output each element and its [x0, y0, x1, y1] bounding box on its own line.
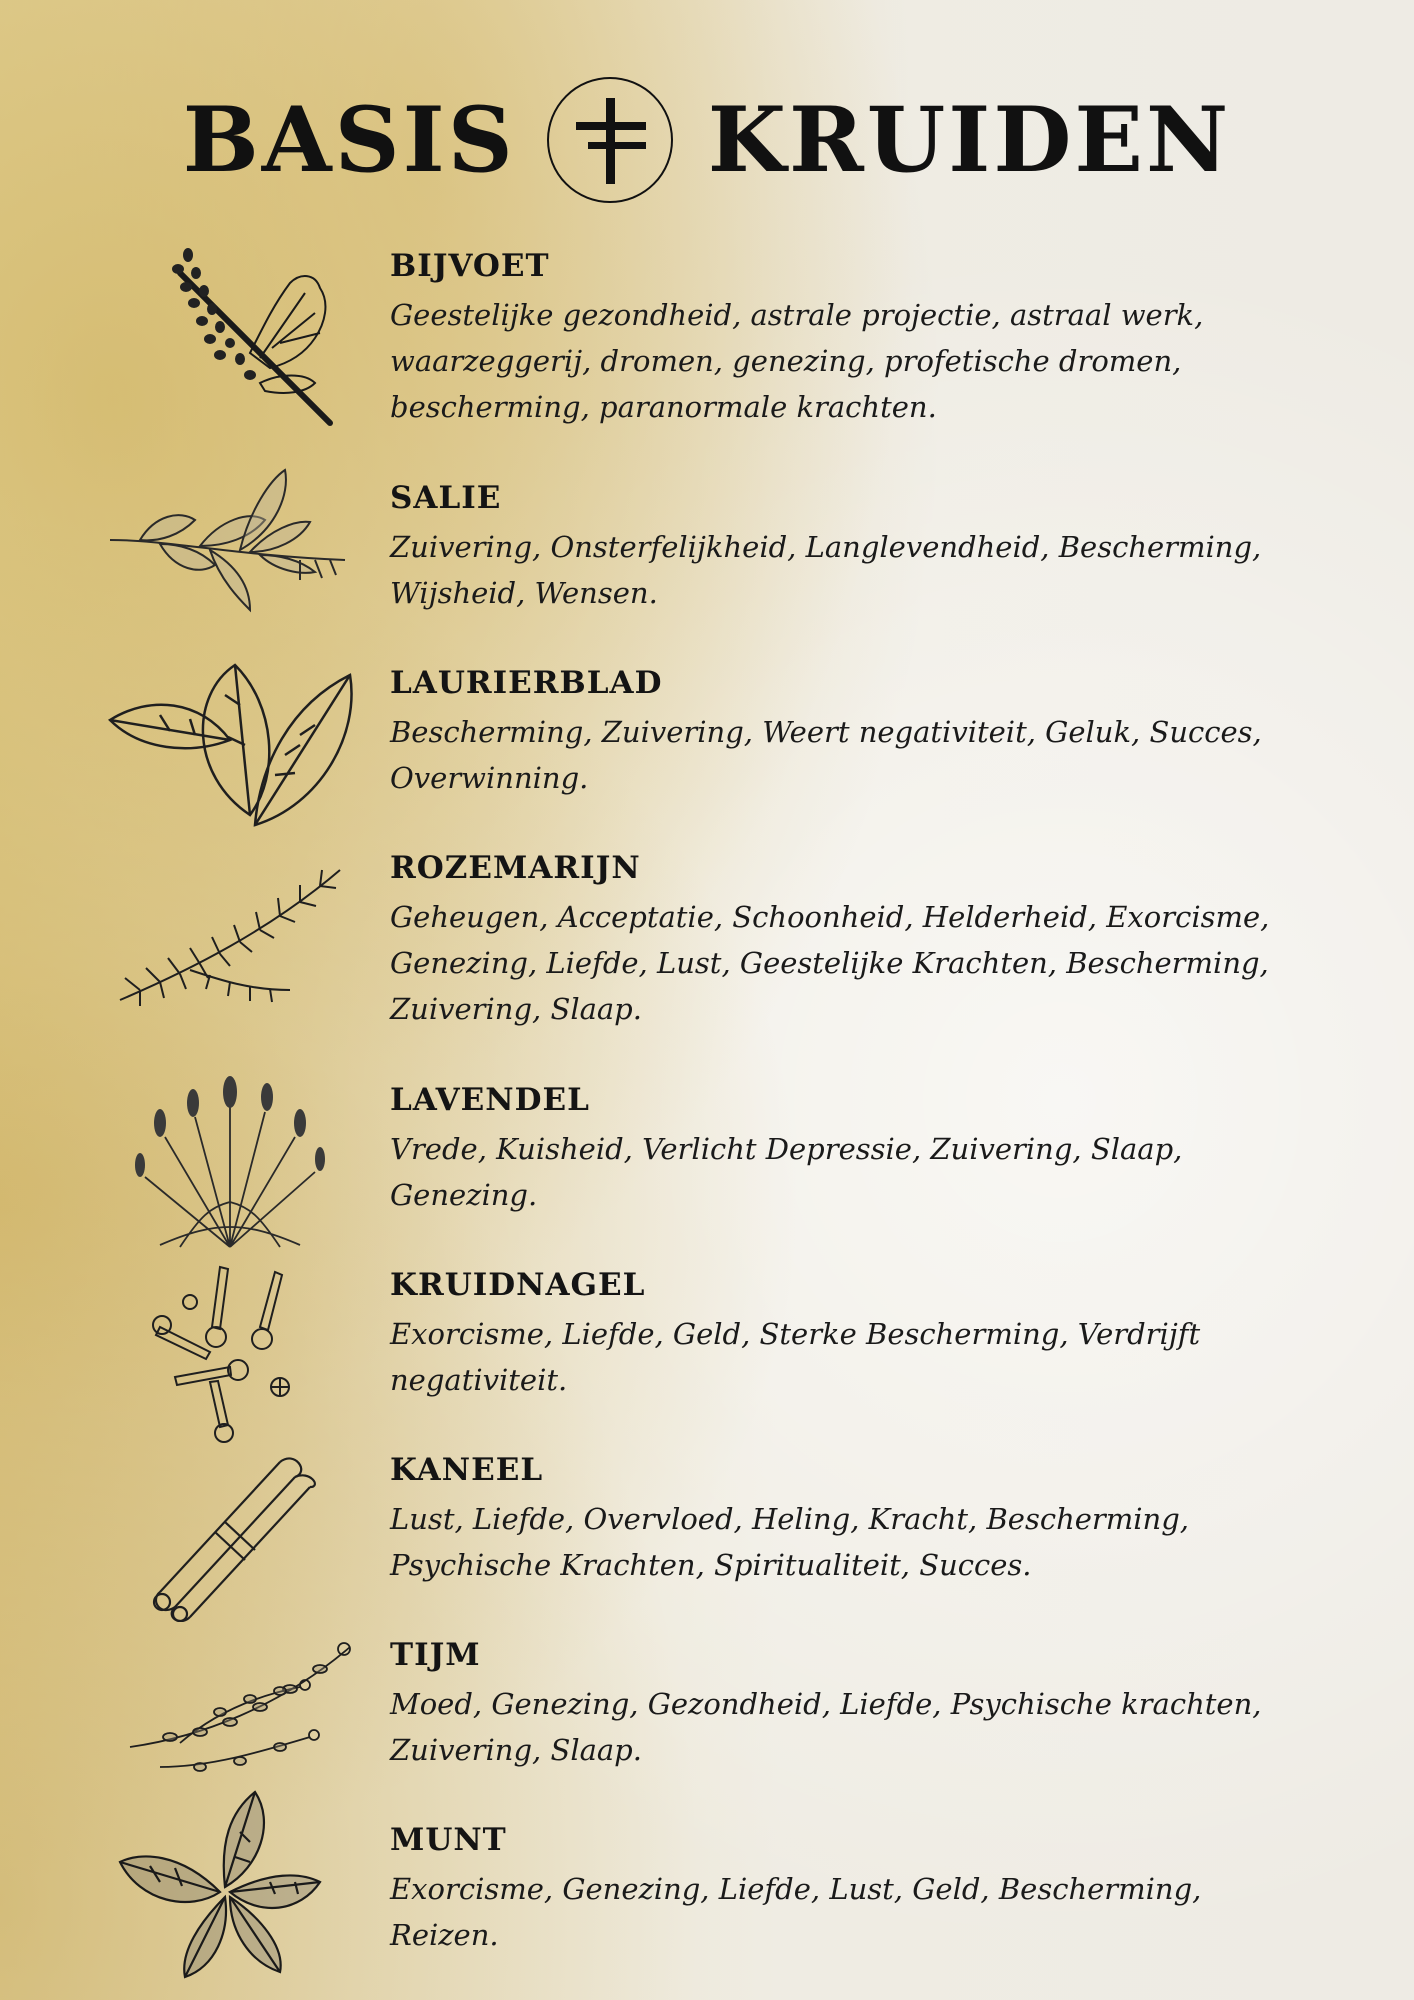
page-title [0, 60, 1414, 220]
herb-description: Exorcisme, Liefde, Geld, Sterke Bescherming, Verdrijft negativiteit. [390, 1317, 1201, 1397]
herb-description: Lust, Liefde, Overvloed, Heling, Kracht, Bescherming, Psychische Krachten, Spiritualiteit, Succes. [390, 1502, 1190, 1582]
herb-name: KANEEL [390, 1452, 544, 1488]
herb-text [390, 248, 1290, 430]
herb-text [390, 665, 1290, 801]
sage-icon [100, 460, 360, 650]
herb-name: MUNT [390, 1822, 507, 1858]
herb-name: ROZEMARIJN [390, 850, 641, 886]
lavender-icon [100, 1067, 360, 1257]
herb-text [390, 1822, 1290, 1958]
mugwort-icon [100, 243, 360, 433]
herb-name: SALIE [390, 480, 502, 516]
herb-description: Geheugen, Acceptatie, Schoonheid, Helderheid, Exorcisme, Genezing, Liefde, Lust, Geestelijke Krachten, Bescherming, Zuivering, Slaap. [390, 900, 1270, 1026]
herb-description: Zuivering, Onsterfelijkheid, Langlevendheid, Bescherming, Wijsheid, Wensen. [390, 530, 1262, 610]
herb-description: Geestelijke gezondheid, astrale projectie, astraal werk, waarzeggerij, dromen, genezing, profetische dromen, bescherming, paranormale krachten. [390, 298, 1204, 424]
mint-icon [100, 1782, 360, 1982]
herb-text [390, 480, 1290, 616]
herb-description: Bescherming, Zuivering, Weert negativiteit, Geluk, Succes, Overwinning. [390, 715, 1262, 795]
herb-name: TIJM [390, 1637, 481, 1673]
clove-icon [100, 1257, 360, 1447]
cinnamon-icon [100, 1432, 360, 1622]
herb-description: Vrede, Kuisheid, Verlicht Depressie, Zuivering, Slaap, Genezing. [390, 1132, 1183, 1212]
crescent-moon-cross-icon [542, 60, 682, 220]
title-kruiden: KRUIDEN [707, 87, 1232, 193]
herb-text [390, 1637, 1290, 1773]
title-basis: BASIS [182, 87, 516, 193]
herb-name: BIJVOET [390, 248, 550, 284]
herb-name: LAVENDEL [390, 1082, 590, 1118]
herb-text [390, 850, 1290, 1032]
herb-name: LAURIERBLAD [390, 665, 663, 701]
rosemary-icon [100, 850, 360, 1040]
herb-description: Moed, Genezing, Gezondheid, Liefde, Psychische krachten, Zuivering, Slaap. [390, 1687, 1262, 1767]
bay-leaf-icon [100, 655, 360, 845]
herb-description: Exorcisme, Genezing, Liefde, Lust, Geld, Bescherming, Reizen. [390, 1872, 1202, 1952]
herb-text [390, 1452, 1290, 1588]
herb-text [390, 1267, 1290, 1403]
herb-text [390, 1082, 1290, 1218]
herb-name: KRUIDNAGEL [390, 1267, 646, 1303]
